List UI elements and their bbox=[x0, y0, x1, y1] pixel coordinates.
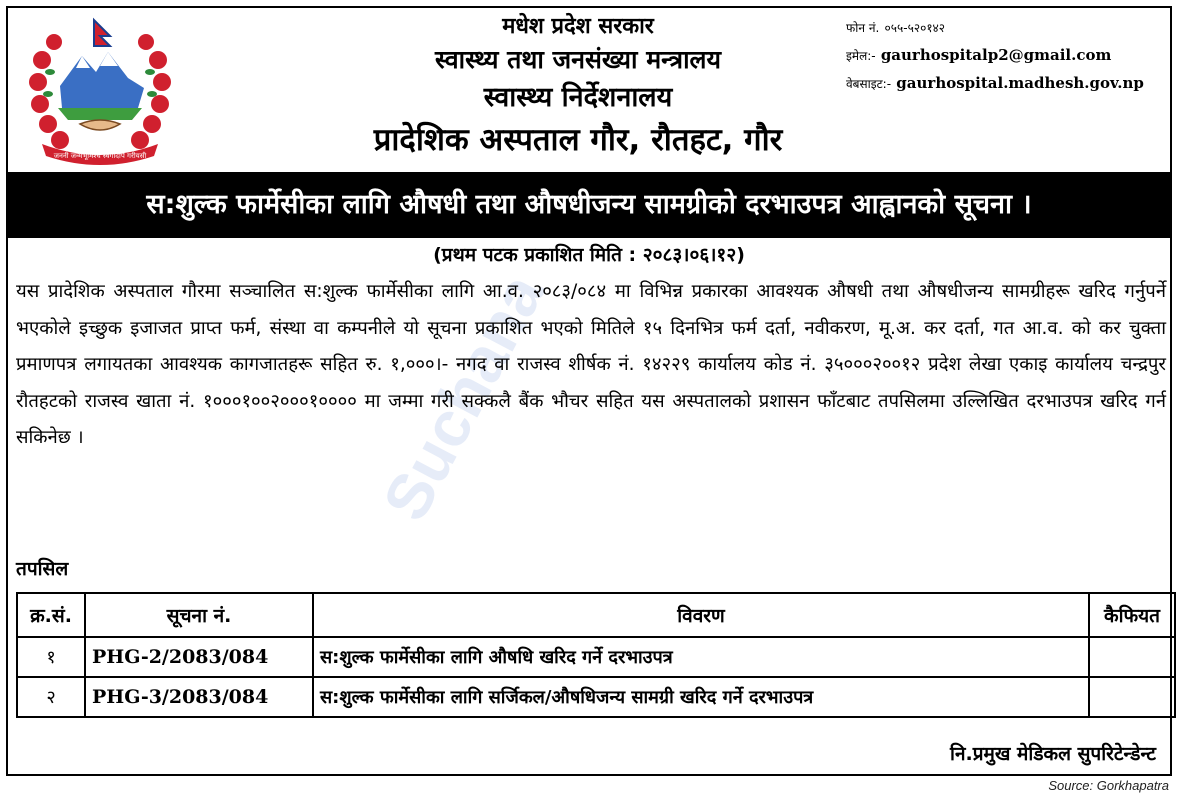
header-description: विवरण bbox=[313, 593, 1089, 637]
source-credit: Source: Gorkhapatra bbox=[1048, 778, 1169, 793]
row-description: स:शुल्क फार्मेसीका लागि सर्जिकल/औषधिजन्य सामग्री खरिद गर्ने दरभाउपत्र bbox=[313, 677, 1089, 717]
publication-date: (प्रथम पटक प्रकाशित मिति : २०८३।०६।१२) bbox=[433, 244, 745, 266]
email-label: इमेल:- bbox=[846, 49, 876, 63]
notice-title-banner: स:शुल्क फार्मेसीका लागि औषधी तथा औषधीजन्य सामग्रीको दरभाउपत्र आह्वानको सूचना । bbox=[8, 172, 1170, 238]
ministry-name: स्वास्थ्य तथा जनसंख्या मन्त्रालय bbox=[434, 45, 721, 74]
emblem-motto: जननी जन्मभूमिश्च स्वर्गादपि गरीयसी bbox=[53, 152, 147, 160]
website-label: वेबसाइट:- bbox=[846, 77, 892, 91]
tender-table bbox=[16, 592, 1176, 718]
phone-label: फोन नं. bbox=[846, 21, 880, 35]
header-titles bbox=[258, 12, 898, 162]
header bbox=[8, 8, 1170, 174]
row-sn: २ bbox=[17, 677, 85, 717]
details-label: तपसिल bbox=[16, 558, 69, 580]
signatory-title: नि.प्रमुख मेडिकल सुपरिटेन्डेन्ट bbox=[950, 743, 1156, 765]
watermark-logo: Suchana bbox=[368, 262, 558, 532]
header-sn: क्र.सं. bbox=[17, 593, 85, 637]
contact-info bbox=[846, 14, 1172, 98]
province-government: मधेश प्रदेश सरकार bbox=[502, 14, 654, 39]
header-remarks: कैफियत bbox=[1089, 593, 1175, 637]
row-remarks bbox=[1089, 677, 1175, 717]
email-link[interactable]: gaurhospitalp2@gmail.com bbox=[880, 46, 1112, 64]
website-link[interactable]: gaurhospital.madhesh.gov.np bbox=[896, 74, 1144, 92]
row-notice-no: PHG-3/2083/084 bbox=[85, 677, 313, 717]
hospital-name: प्रादेशिक अस्पताल गौर, रौतहट, गौर bbox=[373, 122, 783, 158]
notice-frame bbox=[6, 6, 1172, 776]
directorate-name: स्वास्थ्य निर्देशनालय bbox=[483, 82, 673, 113]
email-line bbox=[846, 42, 1172, 70]
phone-line bbox=[846, 14, 1172, 42]
row-remarks bbox=[1089, 637, 1175, 677]
header-notice-no: सूचना नं. bbox=[85, 593, 313, 637]
website-line bbox=[846, 70, 1172, 98]
row-notice-no: PHG-2/2083/084 bbox=[85, 637, 313, 677]
notice-body: यस प्रादेशिक अस्पताल गौरमा सञ्चालित स:शुल्क फार्मेसीका लागि आ.व. २०८३/०८४ मा विभिन्न प्रकारका आवश्यक औषधी तथा औषधीजन्य सामग्रीहरू खरिद गर्नुपर्ने भएकोले इच्छुक इजाजत प्राप्त फर्म, संस्था वा कम्पनीले यो सूचना प्रकाशित भएको मितिले १५ दिनभित्र फर्म दर्ता, नवीकरण, मू.अ. कर दर्ता, गत आ.व. को कर चुक्ता प्रमाणपत्र लगायतका आवश्यक कागजातहरू सहित रु. १,०००।- नगद वा राजस्व शीर्षक नं. १४२२९ कार्यालय कोड नं. ३५०००२००१२ प्रदेश लेखा एकाइ कार्यालय चन्द्रपुर रौतहटको राजस्व खाता नं. १०००१००२०००१०००० मा जम्मा गरी सक्कलै बैंक भौचर सहित यस अस्पतालको प्रशासन फाँटबाट तपसिलमा उल्लिखित दरभाउपत्र खरिद गर्न सकिनेछ । bbox=[16, 281, 1166, 448]
nepal-emblem-icon bbox=[20, 16, 180, 166]
table-row bbox=[17, 637, 1175, 677]
table-row bbox=[17, 677, 1175, 717]
table-header-row bbox=[17, 593, 1175, 637]
row-description: स:शुल्क फार्मेसीका लागि औषधि खरिद गर्ने दरभाउपत्र bbox=[313, 637, 1089, 677]
row-sn: १ bbox=[17, 637, 85, 677]
phone-value: ०५५-५२०१४२ bbox=[884, 21, 946, 35]
